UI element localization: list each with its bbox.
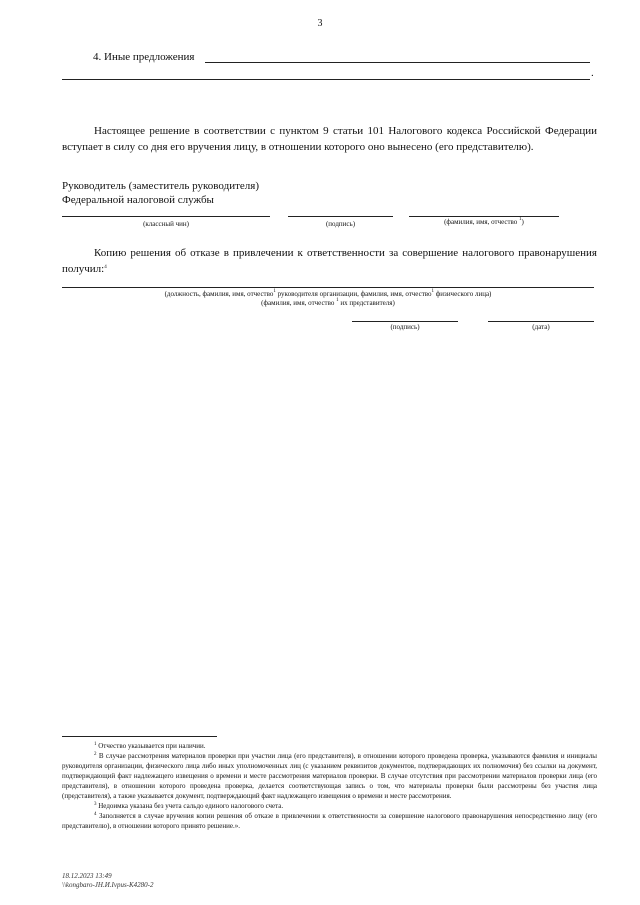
footnote-2: $^2$ В случае рассмотрения материалов проверки при участии лица (его представителя), в отношении которого проведена проверка, указываются фамилия и инициалы руководителя организации, физического лица либо иных уполномоченных лиц (с указанием реквизитов документов, подтверждающих их полномочия) без ссылки на документ, подтверждающий факт надлежащего извещения о времени и месте рассмотрения материалов проверки. В случае отсутствия при рассмотрении материалов проверки лица (его представителя), в отношении которого проведена проверка, делается соответствующая запись о том, что материалы проверки были рассмотрены без участия лица (представителя), а также указывается документ, подтверждающий факт надлежащего извещения о времени и месте рассмотрения. [62,752,598,800]
section4-trailing-mark: . [591,67,594,79]
receipt-date-caption: (дата) [532,323,550,331]
signatory-title-line1: Руководитель (заместитель руководителя) [62,180,259,192]
signatory-title-line2: Федеральной налоговой службы [62,194,214,206]
receipt-date-line [488,321,594,322]
fio-caption: (фамилия, имя, отчество $^1$) [444,217,524,226]
footnote-3: $^3$ Недоимка указана без учета сальдо единого налогового счета. [94,802,284,810]
copy-received-paragraph: Копию решения об отказе в привлечении к ответственности за совершение налогового правонарушения получил:$^4$ [62,247,597,275]
footnotes [62,741,597,831]
rank-line [62,216,270,217]
recipient-line [62,287,594,288]
print-stamp [62,872,154,890]
signature-caption: (подпись) [325,220,356,228]
rank-caption: (классный чин) [143,220,189,228]
print-stamp-path: \\kongbaro-JH.И.Ivpus-K4280-2 [62,881,154,889]
print-stamp-datetime: 18.12.2023 13:49 [62,872,112,880]
footnote-1: $^1$ Отчество указывается при наличии. [94,742,206,750]
signatory-title [62,179,259,207]
section4-fill-line [205,62,590,63]
signature-line [288,216,393,217]
receipt-signature-line [352,321,458,322]
fio-line [409,216,559,217]
page-number: 3 [317,18,323,29]
footnote-separator [62,736,217,737]
receipt-signature-caption: (подпись) [390,323,420,331]
section4-fill-line-2 [62,79,590,80]
decision-paragraph: Настоящее решение в соответствии с пунктом 9 статьи 101 Налогового кодекса Российской Федерации вступает в силу со дня его вручения лицу, в отношении которого оно вынесено (его представителю). [62,125,597,153]
footnote-4: $^4$ Заполняется в случае вручения копии решения об отказе в привлечении к ответственности за совершение налогового правонарушения непосредственно лицу (его представителю), в отношении которого принято решение.». [62,812,597,830]
recipient-caption: (должность, фамилия, имя, отчество$^1$ руководителя организации, фамилия, имя, отчество$^1$ физического лица) [164,289,492,298]
section4-label: 4. Иные предложения [93,51,195,63]
representative-caption: (фамилия, имя, отчество $^1$ их представителя) [261,298,395,307]
